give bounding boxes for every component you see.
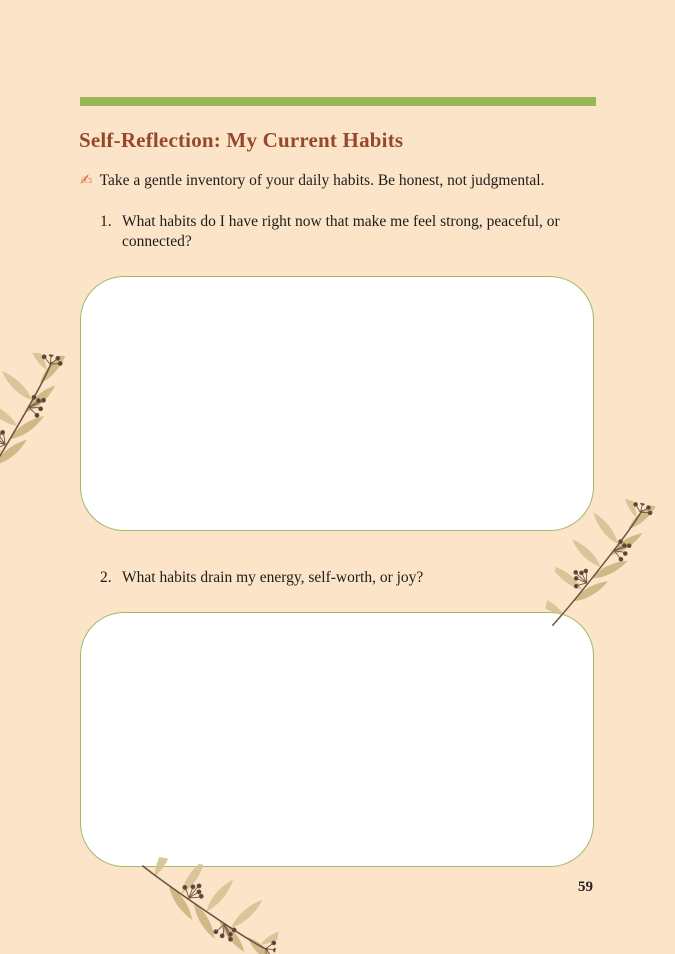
answer-box-2[interactable] xyxy=(80,612,594,867)
page-number: 59 xyxy=(578,879,593,895)
botanical-decoration-left xyxy=(0,347,87,505)
writing-hand-icon: ✍ xyxy=(80,171,93,189)
question-item-1 xyxy=(100,212,590,252)
answer-box-1[interactable] xyxy=(80,276,594,531)
question-text: What habits do I have right now that make me feel strong, peaceful, or connected? xyxy=(122,213,560,250)
botanical-decoration-bottom xyxy=(124,854,289,954)
question-number: 1. xyxy=(100,213,112,230)
accent-bar xyxy=(80,97,596,106)
question-number: 2. xyxy=(100,569,112,586)
intro-line xyxy=(80,171,544,190)
page-title: Self-Reflection: My Current Habits xyxy=(79,128,404,152)
question-text: What habits drain my energy, self-worth, or joy? xyxy=(122,569,424,586)
intro-text: Take a gentle inventory of your daily habits. Be honest, not judgmental. xyxy=(99,172,545,189)
question-item-2 xyxy=(100,568,590,588)
